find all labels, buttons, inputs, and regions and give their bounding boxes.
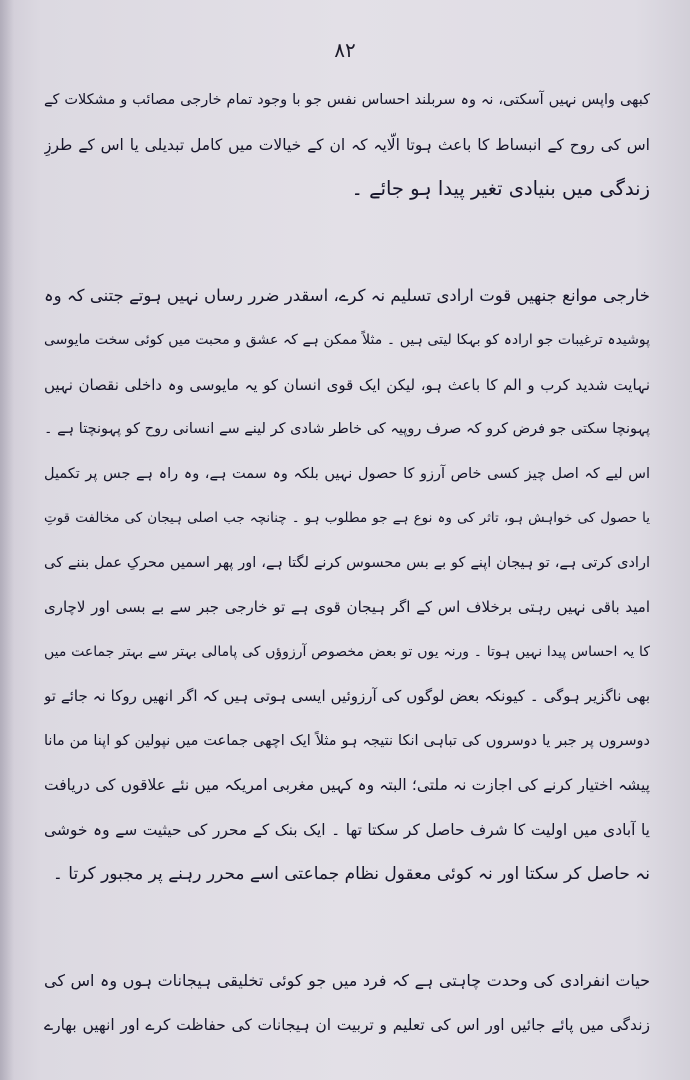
paragraph-2: [44, 274, 650, 897]
text-line: ارادی کرتی ہے، تو ہیجان اپنے کو بے بس محسوس کرنے لگتا ہے، اور پھر اسمیں محرکِ عمل بننے کی: [44, 554, 650, 571]
text-line: کبھی واپس نہیں آسکتی، نہ وہ سربلند احساس نفس جو با وجود تمام خارجی مصائب و مشکلات کے: [44, 92, 650, 108]
text-line: امید باقی نہیں رہتی برخلاف اس کے اگر ہیجان قوی ہے تو خارجی جبر سے بے بسی اور لاچاری: [44, 598, 650, 616]
text-line: خارجی موانع جنھیں قوت ارادی تسلیم نہ کرے، اسقدر ضرر رساں نہیں ہوتے جتنی کہ وہ: [44, 285, 650, 305]
paragraph-spacer: [44, 897, 650, 959]
text-line: کا یہ احساس پیدا نہیں ہوتا ۔ ورنہ یوں تو بعض مخصوص آرزوؤں کی پامالی بہتر سے بہتر جماعت میں: [44, 643, 650, 660]
text-line: یا حصول کی خواہش ہو، تاثر کی وہ نوع ہے جو مطلوب ہو ۔ چنانچہ جب اصلی ہیجان کی مخالفت قوتِ: [44, 510, 650, 526]
text-line: حیات انفرادی کی وحدت چاہتی ہے کہ فرد میں جو کوئی تخلیقی ہیجانات ہوں وہ اس کی: [44, 970, 650, 990]
text-line: نہایت شدید کرب و الم کا باعث ہو، لیکن ایک قوی انسان کو یہ مایوسی وہ داخلی نقصان نہیں: [44, 375, 650, 394]
page-text-body: [44, 78, 650, 1048]
paragraph-1: [44, 78, 650, 212]
text-line: اس لیے کہ اصل چیز کسی خاص آرزو کا حصول نہیں بلکہ وہ سمت ہے، وہ راہ ہے جس پر تکمیل: [44, 465, 650, 482]
text-line: زندگی میں بنیادی تغیر پیدا ہو جائے ۔: [351, 177, 650, 200]
paragraph-spacer: [44, 212, 650, 274]
text-line: پہونچا سکتی جو فرض کرو کہ صرف روپیہ کی خاطر شادی کر لینے سے انسانی روح کو پہونچتا ہے ۔: [44, 421, 650, 437]
text-line: نہ حاصل کر سکتا اور نہ کوئی معقول نظام جماعتی اسے محرر رہنے پر مجبور کرتا ۔: [52, 864, 650, 884]
page-gutter-shadow: [0, 0, 14, 1080]
text-line: یا آبادی میں اولیت کا شرف حاصل کر سکتا تھا ۔ ایک بنک کے محرر کی حیثیت سے وہ خوشی: [44, 820, 650, 839]
page-number: ۸۲: [334, 38, 356, 62]
text-line: زندگی میں پائے جائیں اور اس کی تعلیم و تربیت ان ہیجانات کی حفاظت کرے اور انھیں بھارے: [44, 1016, 650, 1034]
text-line: پوشیدہ ترغیبات جو ارادہ کو بہکا لیتی ہیں ۔ مثلاً ممکن ہے کہ عشق و محبت میں کوئی سخت مایوسی: [44, 332, 650, 348]
text-line: پیشہ اختیار کرنے کی اجازت نہ ملتی؛ البتہ وہ کہیں مغربی امریکہ میں نئے علاقوں کی دریافت: [44, 776, 650, 794]
text-line: اس کی روح کے انبساط کا باعث ہوتا الّایہ کہ ان کے خیالات میں کامل تبدیلی یا اس کے طرزِ: [44, 135, 650, 154]
text-line: دوسروں پر جبر یا دوسروں کی تباہی انکا نتیجہ ہو مثلاً ایک اچھی جماعت میں نپولین کو اپنا من مانا: [44, 732, 650, 749]
paragraph-3: [44, 959, 650, 1048]
text-line: بھی ناگزیر ہوگی ۔ کیونکہ بعض لوگوں کی آرزوئیں ایسی ہوتی ہیں کہ اگر انھیں روکا نہ جائے تو: [44, 687, 650, 705]
